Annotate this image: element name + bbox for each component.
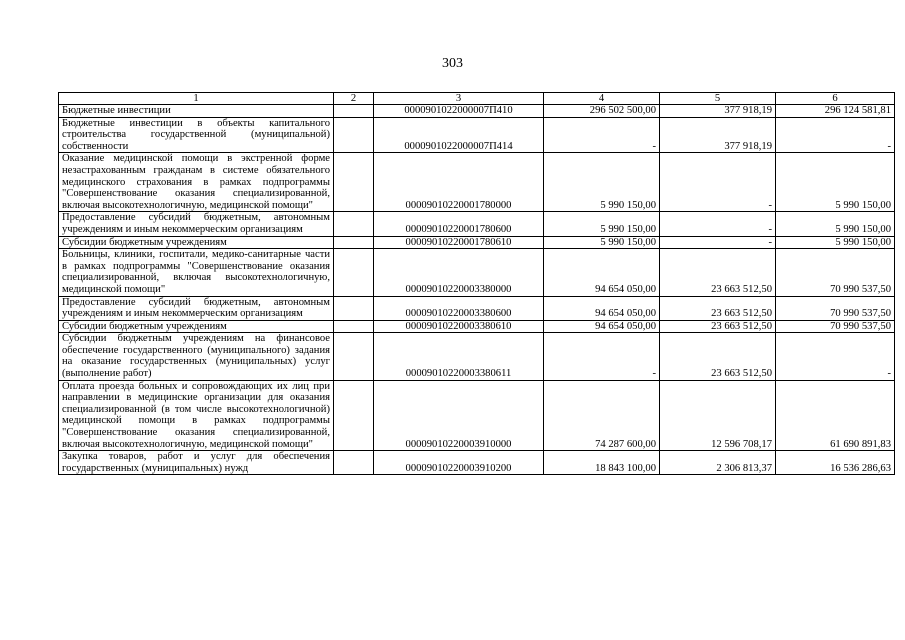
table-row [59,451,895,475]
row-name: Оплата проезда больных и сопровождающих их лиц при направлении в медицинские организации для оказания специализированной (в том числе высокотехнологичной) медицинской помощи в рамках подпрограммы "Совершенствование оказания специализированной, включая высокотехнологичную, медицинской помощи" [59,380,334,451]
row-value-5: - [660,153,776,212]
row-value-5: - [660,236,776,249]
row-name: Бюджетные инвестиции [59,105,334,118]
row-value-6: 5 990 150,00 [776,153,895,212]
row-value-4: 5 990 150,00 [544,212,660,236]
row-value-5: 2 306 813,37 [660,451,776,475]
row-value-5: 12 596 708,17 [660,380,776,451]
row-value-6: - [776,333,895,380]
row-name: Субсидии бюджетным учреждениям [59,320,334,333]
row-col2 [334,212,374,236]
row-code: 00009010220003380611 [374,333,544,380]
row-col2 [334,117,374,153]
row-value-6: 5 990 150,00 [776,212,895,236]
row-value-4: 296 502 500,00 [544,105,660,118]
row-value-6: 70 990 537,50 [776,320,895,333]
row-value-6: 61 690 891,83 [776,380,895,451]
row-code: 00009010220003380610 [374,320,544,333]
row-value-6: - [776,117,895,153]
row-value-5: 377 918,19 [660,117,776,153]
row-name: Субсидии бюджетным учреждениям на финансовое обеспечение государственного (муниципального) задания на оказание государственных (муниципальных) услуг (выполнение работ) [59,333,334,380]
row-value-5: 23 663 512,50 [660,333,776,380]
table-row [59,153,895,212]
row-code: 00009010220001780000 [374,153,544,212]
row-name: Предоставление субсидий бюджетным, автономным учреждениям и иным некоммерческим организациям [59,296,334,320]
row-value-5: 23 663 512,50 [660,249,776,296]
row-col2 [334,249,374,296]
column-header: 5 [660,93,776,105]
row-name: Бюджетные инвестиции в объекты капитального строительства государственной (муниципальной) собственности [59,117,334,153]
row-code: 00009010220003910000 [374,380,544,451]
table-row [59,105,895,118]
row-value-4: - [544,117,660,153]
row-col2 [334,296,374,320]
row-col2 [334,320,374,333]
row-value-4: 74 287 600,00 [544,380,660,451]
row-code: 00009010220003380000 [374,249,544,296]
table-row [59,380,895,451]
table-row [59,212,895,236]
row-col2 [334,451,374,475]
row-value-4: 5 990 150,00 [544,236,660,249]
row-code: 00009010220003910200 [374,451,544,475]
row-code: 0000901022000007П410 [374,105,544,118]
row-code: 00009010220003380600 [374,296,544,320]
row-value-5: - [660,212,776,236]
row-value-4: 5 990 150,00 [544,153,660,212]
row-value-6: 296 124 581,81 [776,105,895,118]
row-col2 [334,105,374,118]
row-col2 [334,236,374,249]
column-header: 6 [776,93,895,105]
row-col2 [334,333,374,380]
row-col2 [334,153,374,212]
table-row [59,296,895,320]
row-name: Предоставление субсидий бюджетным, автономным учреждениям и иным некоммерческим организациям [59,212,334,236]
table-row [59,236,895,249]
table-row [59,117,895,153]
column-header: 1 [59,93,334,105]
row-value-5: 377 918,19 [660,105,776,118]
row-value-4: 94 654 050,00 [544,296,660,320]
column-header: 2 [334,93,374,105]
row-value-6: 70 990 537,50 [776,296,895,320]
row-name: Субсидии бюджетным учреждениям [59,236,334,249]
row-value-5: 23 663 512,50 [660,296,776,320]
row-value-6: 16 536 286,63 [776,451,895,475]
row-value-6: 70 990 537,50 [776,249,895,296]
row-name: Закупка товаров, работ и услуг для обеспечения государственных (муниципальных) нужд [59,451,334,475]
column-header: 4 [544,93,660,105]
row-code: 00009010220001780600 [374,212,544,236]
row-code: 0000901022000007П414 [374,117,544,153]
row-value-4: 94 654 050,00 [544,320,660,333]
row-col2 [334,380,374,451]
table-header-row [59,93,895,105]
row-code: 00009010220001780610 [374,236,544,249]
row-name: Оказание медицинской помощи в экстренной форме незастрахованным гражданам в системе обязательного медицинского страхования в рамках подпрограммы "Совершенствование оказания специализированной, включая высокотехнологичную, медицинской помощи" [59,153,334,212]
table-row [59,249,895,296]
row-value-4: 94 654 050,00 [544,249,660,296]
row-value-5: 23 663 512,50 [660,320,776,333]
column-header: 3 [374,93,544,105]
row-value-4: - [544,333,660,380]
row-value-6: 5 990 150,00 [776,236,895,249]
row-value-4: 18 843 100,00 [544,451,660,475]
page-number: 303 [442,56,463,71]
table-row [59,333,895,380]
row-name: Больницы, клиники, госпитали, медико-санитарные части в рамках подпрограммы "Совершенствование оказания специализированной, включая высокотехнологичную, медицинской помощи" [59,249,334,296]
budget-table [58,92,895,475]
table-row [59,320,895,333]
